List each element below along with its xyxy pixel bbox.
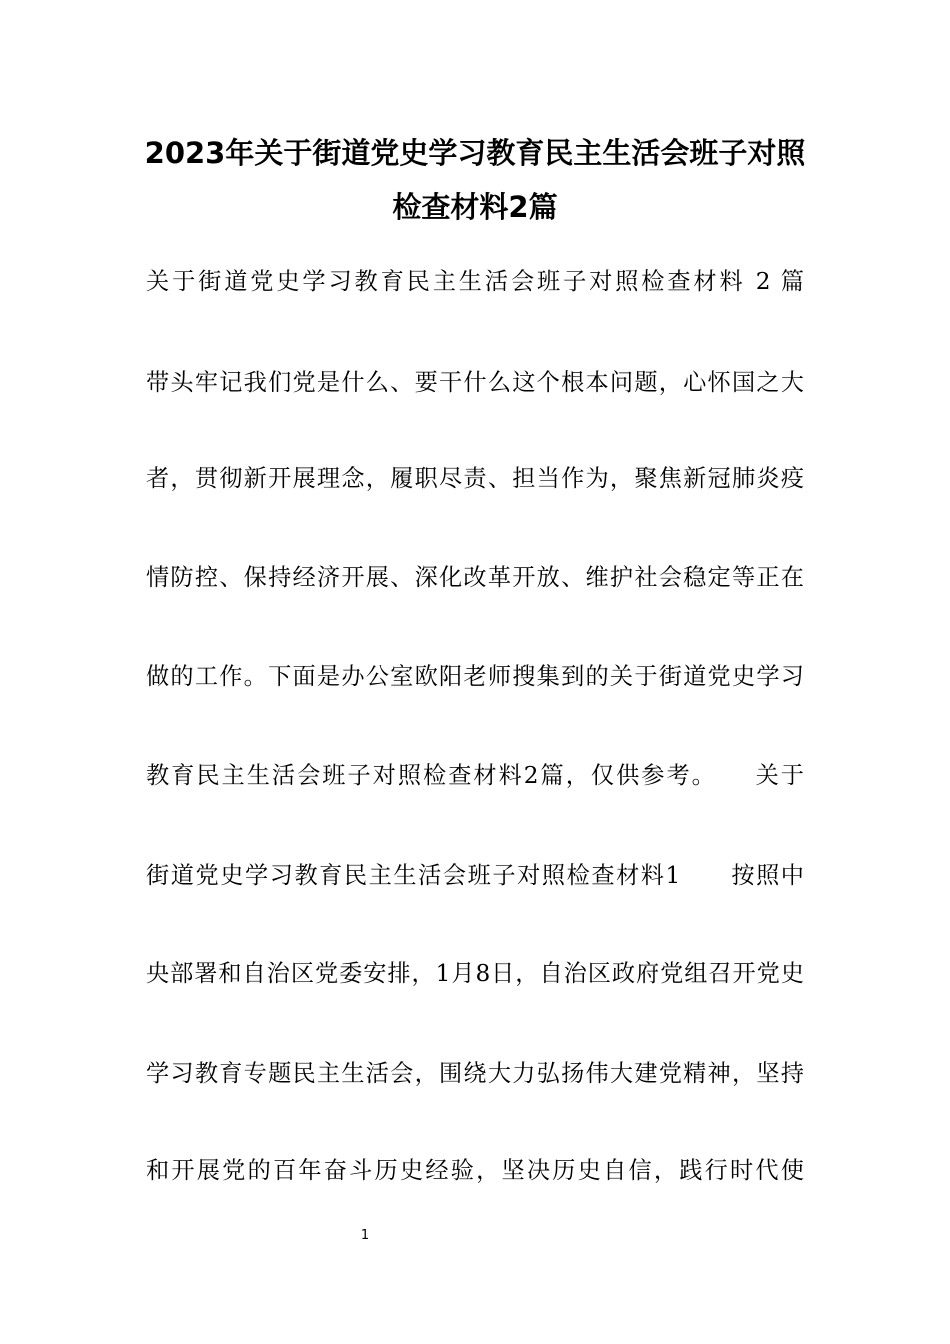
body-text-line: 学习教育专题民主生活会，围绕大力弘扬伟大建党精神，坚持 (146, 1060, 804, 1087)
document-title-line-1: 2023年关于街道党史学习教育民主生活会班子对照 (144, 136, 806, 170)
body-text-line: 情防控、保持经济开展、深化改革开放、维护社会稳定等正在 (146, 564, 804, 591)
body-text-line: 和开展党的百年奋斗历史经验，坚决历史自信，践行时代使 (146, 1157, 804, 1184)
body-text-line: 者，贯彻新开展理念，履职尽责、担当作为，聚焦新冠肺炎疫 (146, 465, 804, 492)
document-title-line-2: 检查材料2篇 (392, 190, 558, 224)
body-text-line: 关于街道党史学习教育民主生活会班子对照检查材料 2 篇 (146, 268, 804, 295)
body-text-line: 教育民主生活会班子对照检查材料2篇，仅供参考。 关于 (146, 762, 804, 789)
body-text-line: 带头牢记我们党是什么、要干什么这个根本问题，心怀国之大 (146, 369, 804, 396)
body-text-line: 街道党史学习教育民主生活会班子对照检查材料1 按照中 (146, 862, 804, 889)
page-number: 1 (360, 1228, 370, 1243)
body-text-line: 做的工作。下面是办公室欧阳老师搜集到的关于街道党史学习 (146, 663, 804, 690)
body-text-line: 央部署和自治区党委安排，1月8日，自治区政府党组召开党史 (146, 960, 804, 987)
